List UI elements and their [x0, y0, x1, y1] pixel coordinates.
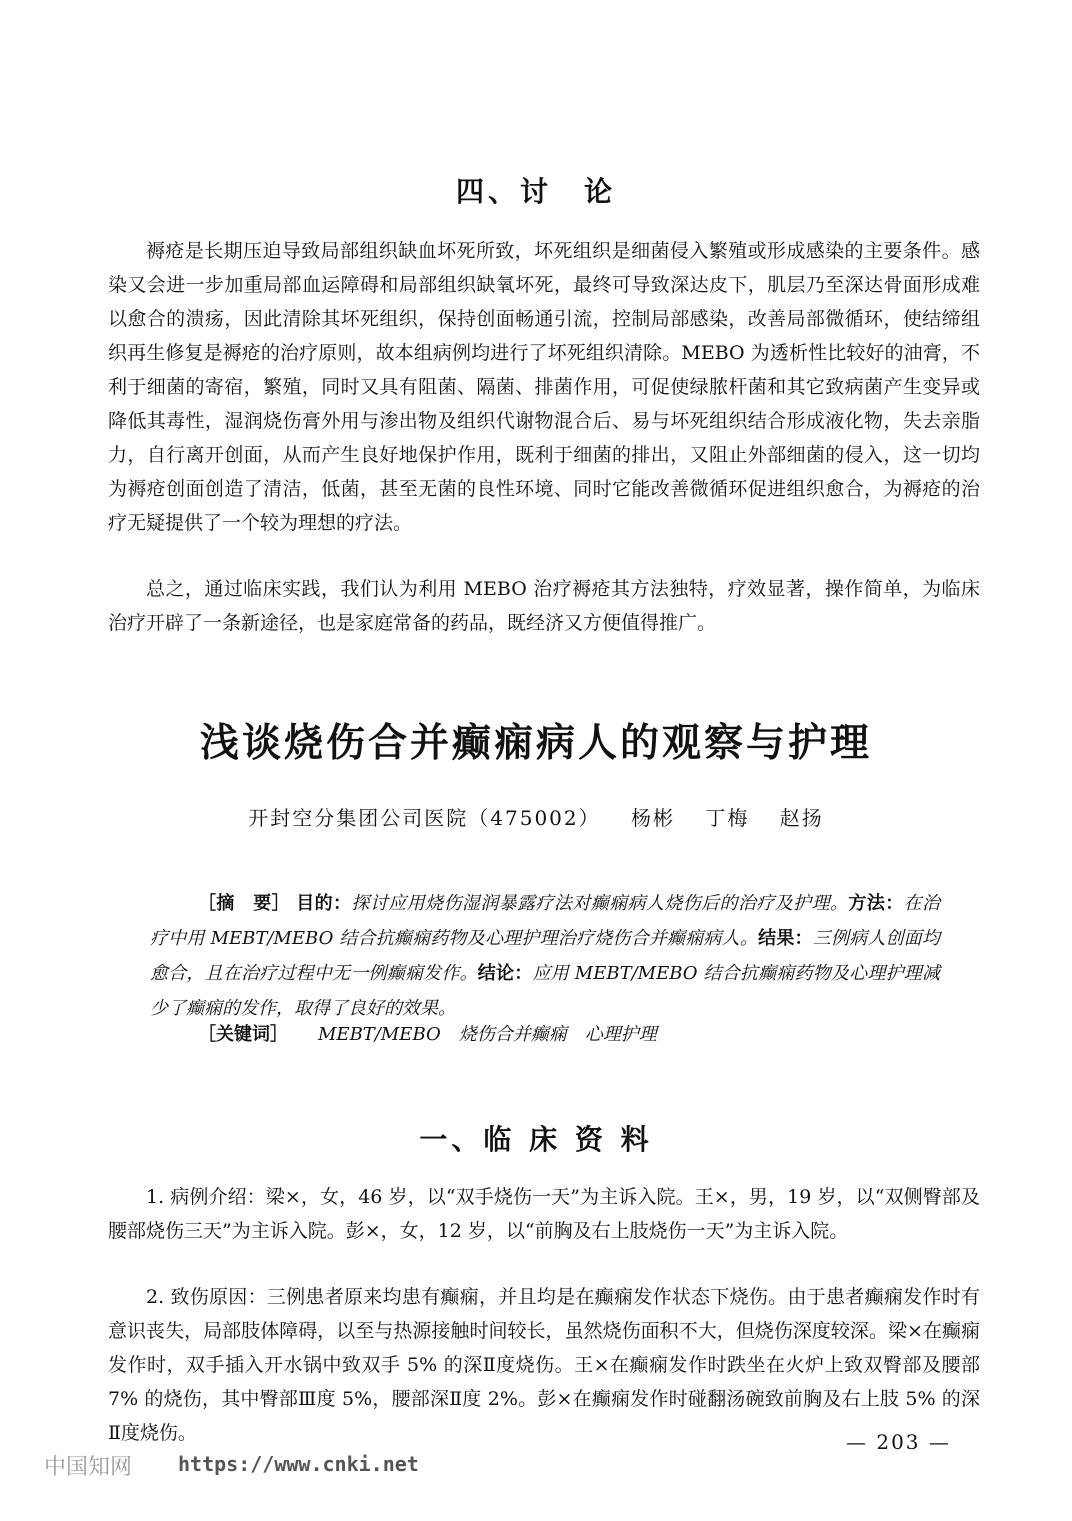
article-title: 浅谈烧伤合并癫痫病人的观察与护理: [199, 721, 872, 766]
abstract-label: ［摘 要］: [198, 893, 291, 914]
keywords-text: MEBT/MEBO 烧伤合并癫痫 心理护理: [318, 1024, 657, 1045]
cnki-logo: 中国知网: [44, 1455, 133, 1480]
abstract-result-label: 结果：: [758, 928, 813, 949]
section-title-clinical: 一、临 床 资 料: [419, 1123, 653, 1156]
abstract-method-label: 方法：: [848, 893, 904, 914]
keywords-label: ［关键词］: [198, 1024, 288, 1045]
abstract-method-text: 在治疗中用 MEBT/MEBO 结合抗癫痫药物及心理护理治疗烧伤合并癫痫病人。: [150, 893, 941, 949]
abstract-purpose-label: 目的：: [296, 893, 352, 914]
clinical-paragraph-1: 1. 病例介绍：梁×，女，46 岁，以“双手烧伤一天”为主诉入院。王×，男，19 岁，以“双侧臀部及腰部烧伤三天”为主诉入院。彭×，女，12 岁，以“前胸及右上肢烧伤一天”为主诉入院。: [108, 1186, 980, 1242]
section-title-discussion: 四、讨 论: [455, 175, 616, 208]
keywords: [198, 1020, 657, 1046]
abstract-conclusion-text: 应用 MEBT/MEBO 结合抗癫痫药物及心理护理减少了癫痫的发作，取得了良好的效果。: [150, 963, 941, 1019]
abstract-purpose-text: 探讨应用烧伤湿润暴露疗法对癫痫病人烧伤后的治疗及护理。: [351, 893, 849, 914]
discussion-paragraph-1: 褥疮是长期压迫导致局部组织缺血坏死所致，坏死组织是细菌侵入繁殖或形成感染的主要条件。感染又会进一步加重局部血运障碍和局部组织缺氧坏死，最终可导致深达皮下，肌层乃至深达骨面形成难以愈合的溃疡，因此清除其坏死组织，保持创面畅通引流，控制局部感染，改善局部微循环，使结缔组织再生修复是褥疮的治疗原则，故本组病例均进行了坏死组织清除。MEBO 为透析性比较好的油膏，不利于细菌的寄宿，繁殖，同时又具有阻菌、隔菌、排菌作用，可促使绿脓杆菌和其它致病菌产生变异或降低其毒性，湿润烧伤膏外用与渗出物及组织代谢物混合后、易与坏死组织结合形成液化物，失去亲脂力，自行离开创面，从而产生良好地保护作用，既利于细菌的排出，又阻止外部细菌的侵入，这一切均为褥疮创面创造了清洁，低菌，甚至无菌的良性环境、同时它能改善微循环促进组织愈合，为褥疮的治疗无疑提供了一个较为理想的疗法。: [108, 240, 980, 534]
abstract-conclusion-label: 结论：: [477, 963, 533, 984]
abstract: [150, 886, 940, 1026]
article-byline: 开封空分集团公司医院（475002） 杨彬 丁梅 赵扬: [248, 806, 824, 830]
footer-url[interactable]: https://www.cnki.net: [178, 1452, 419, 1476]
page-number: — 203 —: [846, 1430, 951, 1454]
discussion-paragraph-2: 总之，通过临床实践，我们认为利用 MEBO 治疗褥疮其方法独特，疗效显著，操作简单，为临床治疗开辟了一条新途径，也是家庭常备的药品，既经济又方便值得推广。: [108, 578, 980, 634]
abstract-result-text: 三例病人创面均愈合，且在治疗过程中无一例癫痫发作。: [150, 928, 941, 984]
clinical-paragraph-2: 2. 致伤原因：三例患者原来均患有癫痫，并且均是在癫痫发作状态下烧伤。由于患者癫痫发作时有意识丧失，局部肢体障碍，以至与热源接触时间较长，虽然烧伤面积不大，但烧伤深度较深。梁×在癫痫发作时，双手插入开水锅中致双手 5% 的深Ⅱ度烧伤。王×在癫痫发作时跌坐在火炉上致双臀部及腰部 7% 的烧伤，其中臀部Ⅲ度 5%，腰部深Ⅱ度 2%。彭×在癫痫发作时碰翻汤碗致前胸及右上肢 5% 的深Ⅱ度烧伤。: [108, 1286, 980, 1444]
